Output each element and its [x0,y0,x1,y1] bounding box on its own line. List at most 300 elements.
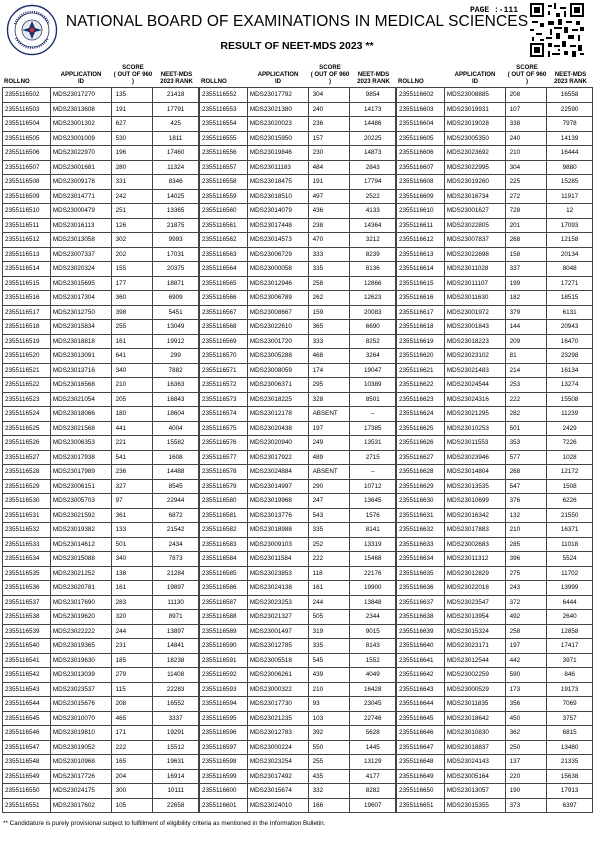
score-cell: 268 [505,233,547,248]
application-id-cell: MDS23014573 [247,233,308,248]
application-id-cell: MDS23013057 [444,784,505,799]
score-cell: 590 [505,668,547,683]
rank-cell: 17271 [547,276,593,291]
table-row [200,378,396,393]
score-cell: 185 [111,653,153,668]
score-cell: 93 [308,697,350,712]
application-id-cell: MDS23022610 [247,320,308,335]
score-cell: 275 [505,566,547,581]
application-id-cell: MDS23023547 [444,595,505,610]
table-row [200,117,396,132]
header-application-id-line-1: APPLICATION [257,71,299,78]
rollno-cell: 2355116586 [200,581,248,596]
rank-cell: 22590 [547,102,593,117]
qr-code-icon [530,3,584,57]
rank-cell: 2843 [350,160,396,175]
rollno-cell: 2355116596 [200,726,248,741]
rollno-cell: 2355116559 [200,189,248,204]
application-id-cell: MDS23008885 [444,88,505,103]
rollno-cell: 2355116631 [397,508,445,523]
rank-cell: 5628 [350,726,396,741]
rollno-cell: 2355116647 [397,740,445,755]
application-id-cell: MDS23019810 [50,726,111,741]
rank-cell: 17460 [153,146,199,161]
rank-cell: 16843 [153,392,199,407]
rank-cell: 2522 [350,189,396,204]
score-cell: 105 [111,798,153,813]
rank-cell: 20083 [350,305,396,320]
rollno-cell: 2355116558 [200,175,248,190]
application-id-cell: MDS23024138 [247,581,308,596]
score-cell: 396 [505,552,547,567]
rank-cell: 20225 [350,131,396,146]
rank-cell: 22944 [153,494,199,509]
score-cell: 285 [505,537,547,552]
header-score-line-1: SCORE [516,64,538,71]
application-id-cell: MDS23010968 [50,755,111,770]
table-row [3,392,199,407]
table-row [3,726,199,741]
table-row [397,334,593,349]
rank-cell: 21875 [153,218,199,233]
application-id-cell: MDS23011312 [444,552,505,567]
header-score [309,64,351,85]
table-row [397,88,593,103]
rollno-cell: 2355116584 [200,552,248,567]
rank-cell: 3971 [547,653,593,668]
rollno-cell: 2355116624 [397,407,445,422]
score-cell: 161 [308,581,350,596]
rollno-cell: 2355116621 [397,363,445,378]
rollno-cell: 2355116531 [3,508,51,523]
application-id-cell: MDS23022018 [444,581,505,596]
table-row [3,653,199,668]
rank-cell: 17385 [350,421,396,436]
rank-cell: 6909 [153,291,199,306]
table-row [200,653,396,668]
table-row [3,291,199,306]
table-row [397,160,593,175]
score-cell: 328 [308,392,350,407]
nbems-logo-icon [6,4,58,56]
application-id-cell: MDS23002259 [444,668,505,683]
rank-cell: 21550 [547,508,593,523]
rollno-cell: 2355116587 [200,595,248,610]
rollno-cell: 2355116542 [3,668,51,683]
rank-cell: 14488 [153,465,199,480]
table-row [200,465,396,480]
table-row [200,784,396,799]
score-cell: 492 [505,610,547,625]
rank-cell: 4049 [350,668,396,683]
score-cell: 335 [308,262,350,277]
score-cell: 222 [308,552,350,567]
score-cell: 236 [308,117,350,132]
rollno-cell: 2355116521 [3,363,51,378]
application-id-cell: MDS23019846 [247,146,308,161]
application-id-cell: MDS23013954 [444,610,505,625]
rank-cell: 18604 [153,407,199,422]
table-row [200,175,396,190]
rollno-cell: 2355116555 [200,131,248,146]
application-id-cell: MDS23005164 [444,769,505,784]
score-cell: 201 [505,218,547,233]
score-cell: 300 [111,784,153,799]
rank-cell: 13999 [547,581,593,596]
score-cell: 210 [111,378,153,393]
header-score-line-2: ( OUT OF 960 ) [310,71,350,85]
table-row [397,508,593,523]
rollno-cell: 2355116564 [200,262,248,277]
table-row [200,537,396,552]
application-id-cell: MDS23005288 [247,349,308,364]
header-rank [154,71,199,85]
table-row [3,218,199,233]
rank-cell: 12172 [547,465,593,480]
application-id-cell: MDS23020781 [50,581,111,596]
table-row [397,146,593,161]
score-cell: 439 [308,668,350,683]
table-row [200,755,396,770]
score-cell: 115 [111,682,153,697]
score-cell: 262 [308,291,350,306]
application-id-cell: MDS23019028 [444,117,505,132]
rank-cell: 12866 [350,276,396,291]
rank-cell: 9993 [153,233,199,248]
score-cell: 222 [111,740,153,755]
table-row [3,697,199,712]
header-application-id-line-2: ID [471,78,479,85]
rollno-cell: 2355116581 [200,508,248,523]
application-id-cell: MDS23020023 [247,117,308,132]
rollno-cell: 2355116577 [200,450,248,465]
application-id-cell: MDS23006729 [247,247,308,262]
header-rank-line-1: NEET-MDS [160,71,193,78]
rank-cell: 22176 [350,566,396,581]
rollno-cell: 2355116528 [3,465,51,480]
rollno-cell: 2355116536 [3,581,51,596]
score-cell: 252 [308,537,350,552]
score-cell: 373 [505,798,547,813]
rank-cell: 19047 [350,363,396,378]
rollno-cell: 2355116633 [397,537,445,552]
table-row [200,320,396,335]
rollno-cell: 2355116525 [3,421,51,436]
application-id-cell: MDS23000224 [247,740,308,755]
header-rollno-line-1: ROLLNO [4,78,30,85]
application-id-cell: MDS23015324 [444,624,505,639]
rollno-cell: 2355116563 [200,247,248,262]
rank-cell: 8346 [153,175,199,190]
application-id-cell: MDS23018225 [247,392,308,407]
column-header-row [199,62,396,87]
result-block-3 [396,62,593,814]
header-application-id [444,71,506,85]
score-cell: 208 [505,88,547,103]
score-cell: 144 [505,320,547,335]
application-id-cell: MDS23013091 [50,349,111,364]
rank-cell: 20134 [547,247,593,262]
rollno-cell: 2355116550 [3,784,51,799]
application-id-cell: MDS23006789 [247,291,308,306]
table-row [397,305,593,320]
table-row [397,595,593,610]
score-cell: 190 [505,784,547,799]
application-id-cell: MDS23012544 [444,653,505,668]
rank-cell: 425 [153,117,199,132]
rank-cell: 13848 [350,595,396,610]
rank-cell: 1608 [153,450,199,465]
application-id-cell: MDS23019620 [50,610,111,625]
table-row [200,479,396,494]
rank-cell: 13531 [350,436,396,451]
rollno-cell: 2355116540 [3,639,51,654]
score-cell: 435 [308,769,350,784]
rollno-cell: 2355116604 [397,117,445,132]
application-id-cell: MDS23018510 [247,189,308,204]
header-application-id-line-2: ID [77,78,85,85]
header-rank-line-1: NEET-MDS [554,71,587,78]
application-id-cell: MDS23019260 [444,175,505,190]
rollno-cell: 2355116552 [200,88,248,103]
rank-cell: 7978 [547,117,593,132]
table-row [3,407,199,422]
application-id-cell: MDS23000322 [247,682,308,697]
score-cell: 155 [111,262,153,277]
application-id-cell: MDS23023102 [444,349,505,364]
table-row [3,363,199,378]
rollno-cell: 2355116632 [397,523,445,538]
score-cell: 81 [505,349,547,364]
application-id-cell: MDS23013608 [50,102,111,117]
score-cell: 465 [111,711,153,726]
rollno-cell: 2355116630 [397,494,445,509]
table-row [200,436,396,451]
rank-cell: 21418 [153,88,199,103]
application-id-cell: MDS23019931 [444,102,505,117]
table-row [397,610,593,625]
rollno-cell: 2355116617 [397,305,445,320]
rollno-cell: 2355116506 [3,146,51,161]
application-id-cell: MDS23015088 [50,552,111,567]
rollno-cell: 2355116615 [397,276,445,291]
rank-cell: 4004 [153,421,199,436]
score-cell: 250 [505,740,547,755]
rollno-cell: 2355116568 [200,320,248,335]
score-cell: 197 [505,639,547,654]
rollno-cell: 2355116637 [397,595,445,610]
header-rollno-line-1: ROLLNO [201,78,227,85]
table-row [397,494,593,509]
rank-cell: 11917 [547,189,593,204]
table-row [3,798,199,813]
table-row [397,349,593,364]
rank-cell: 1552 [350,653,396,668]
application-id-cell: MDS23012829 [444,566,505,581]
score-cell: 545 [308,653,350,668]
rollno-cell: 2355116524 [3,407,51,422]
rank-cell: 12 [547,204,593,219]
application-id-cell: MDS23023692 [444,146,505,161]
rank-cell: 15468 [350,552,396,567]
rollno-cell: 2355116595 [200,711,248,726]
rollno-cell: 2355116599 [200,769,248,784]
header-score-line-2: ( OUT OF 960 ) [507,71,547,85]
application-id-cell: MDS23001627 [444,204,505,219]
rollno-cell: 2355116638 [397,610,445,625]
score-cell: 550 [308,740,350,755]
application-id-cell: MDS23024175 [50,784,111,799]
rank-cell: 846 [547,668,593,683]
score-cell: 258 [308,276,350,291]
header-score [506,64,548,85]
score-cell: 214 [505,363,547,378]
score-cell: 319 [308,624,350,639]
score-cell: 137 [505,755,547,770]
rank-cell: 12623 [350,291,396,306]
score-cell: 202 [111,247,153,262]
rollno-cell: 2355116579 [200,479,248,494]
table-row [397,117,593,132]
application-id-cell: MDS23008667 [247,305,308,320]
table-row [3,175,199,190]
table-row [397,320,593,335]
table-row [3,537,199,552]
rank-cell: 5451 [153,305,199,320]
score-cell: 335 [308,639,350,654]
score-cell: 209 [505,334,547,349]
application-id-cell: MDS23009178 [50,175,111,190]
rollno-cell: 2355116512 [3,233,51,248]
score-cell: 135 [111,88,153,103]
rollno-cell: 2355116508 [3,175,51,190]
rank-cell: 13645 [350,494,396,509]
rank-cell: 16428 [350,682,396,697]
score-cell: 577 [505,450,547,465]
table-row [200,305,396,320]
application-id-cell: MDS23013039 [50,668,111,683]
column-header-row [396,62,593,87]
rank-cell: 8545 [153,479,199,494]
rollno-cell: 2355116601 [200,798,248,813]
rank-cell: 14173 [350,102,396,117]
score-cell: 220 [505,769,547,784]
table-row [200,88,396,103]
score-cell: 197 [308,421,350,436]
score-cell: 242 [111,189,153,204]
rank-cell: 10389 [350,378,396,393]
application-id-cell: MDS23014612 [50,537,111,552]
rank-cell: 20375 [153,262,199,277]
rank-cell: 14873 [350,146,396,161]
rank-cell: 12158 [547,233,593,248]
score-cell: 392 [308,726,350,741]
table-row [397,218,593,233]
score-cell: 161 [111,581,153,596]
table-row [200,160,396,175]
score-cell: 249 [308,436,350,451]
rollno-cell: 2355116571 [200,363,248,378]
score-cell: 268 [505,465,547,480]
application-id-cell: MDS23024884 [247,465,308,480]
rank-cell: 19900 [350,581,396,596]
score-cell: 340 [111,552,153,567]
rollno-cell: 2355116515 [3,276,51,291]
table-row [3,784,199,799]
score-cell: 356 [505,697,547,712]
score-cell: 361 [111,508,153,523]
application-id-cell: MDS23023853 [247,566,308,581]
rollno-cell: 2355116514 [3,262,51,277]
application-id-cell: MDS23021295 [444,407,505,422]
rank-cell: 7882 [153,363,199,378]
header-rollno [4,78,50,85]
score-cell: 247 [308,494,350,509]
application-id-cell: MDS23009103 [247,537,308,552]
rollno-cell: 2355116535 [3,566,51,581]
application-id-cell: MDS23015674 [247,784,308,799]
table-row [397,726,593,741]
rollno-cell: 2355116618 [397,320,445,335]
rollno-cell: 2355116636 [397,581,445,596]
rollno-cell: 2355116649 [397,769,445,784]
score-cell: 133 [111,523,153,538]
rank-cell: 8239 [350,247,396,262]
score-cell: 627 [111,117,153,132]
rank-cell: 6397 [547,798,593,813]
rollno-cell: 2355116606 [397,146,445,161]
rollno-cell: 2355116541 [3,653,51,668]
rollno-cell: 2355116570 [200,349,248,364]
score-cell: 304 [308,88,350,103]
application-id-cell: MDS23018837 [444,740,505,755]
table-row [200,798,396,813]
rollno-cell: 2355116641 [397,653,445,668]
table-row [200,131,396,146]
rank-cell: 4133 [350,204,396,219]
application-id-cell: MDS23012178 [247,407,308,422]
application-id-cell: MDS23013058 [50,233,111,248]
rank-cell: 13129 [350,755,396,770]
rank-cell: 11239 [547,407,593,422]
score-cell: 191 [308,175,350,190]
rank-cell: -- [350,407,396,422]
application-id-cell: MDS23017938 [50,450,111,465]
application-id-cell: MDS23015950 [247,131,308,146]
score-cell: 208 [111,697,153,712]
rollno-cell: 2355116623 [397,392,445,407]
rank-cell: 1028 [547,450,593,465]
rollno-cell: 2355116608 [397,175,445,190]
rollno-cell: 2355116561 [200,218,248,233]
application-id-cell: MDS23023253 [247,595,308,610]
score-cell: 398 [111,305,153,320]
footnote: ** Candidature is purely provisional subject to fulfillment of eligibility criteria as mentioned in the Information Bulletin. [3,820,326,827]
rank-cell: 16558 [547,88,593,103]
rank-cell: 18515 [547,291,593,306]
application-id-cell: MDS23001843 [444,320,505,335]
rollno-cell: 2355116519 [3,334,51,349]
rank-cell: 11130 [153,595,199,610]
score-cell: 641 [111,349,153,364]
rollno-cell: 2355116590 [200,639,248,654]
rollno-cell: 2355116583 [200,537,248,552]
rollno-cell: 2355116562 [200,233,248,248]
rollno-cell: 2355116526 [3,436,51,451]
rollno-cell: 2355116572 [200,378,248,393]
score-cell: 489 [308,450,350,465]
rollno-cell: 2355116600 [200,784,248,799]
